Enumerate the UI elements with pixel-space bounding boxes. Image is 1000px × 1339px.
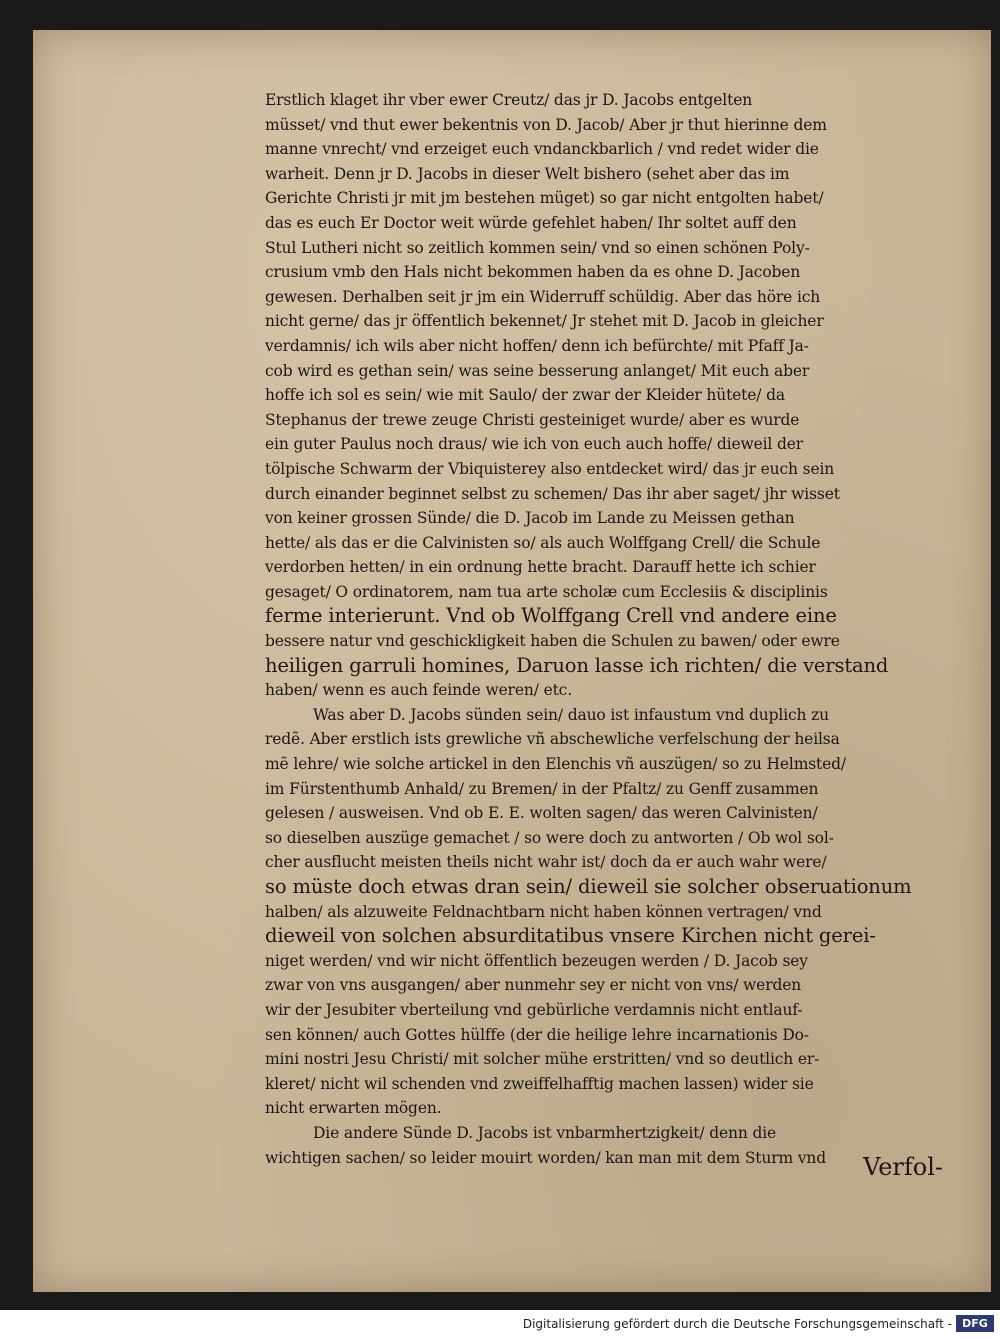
paragraph-start-line: Was aber D. Jacobs sünden sein/ dauo ist infaustum vnd duplich zu (313, 705, 830, 724)
text-line: redẽ. Aber erstlich ists grewliche vñ abschewliche verfelschung der heilsa (265, 730, 840, 749)
text-line: cher ausflucht meisten theils nicht wahr ist/ doch da er auch wahr were/ (265, 853, 827, 872)
text-line: nicht erwarten mögen. (265, 1099, 442, 1118)
text-line: tölpische Schwarm der Vbiquisterey also entdecket wird/ das jr euch sein (265, 459, 835, 478)
paragraph-start-line: Die andere Sünde D. Jacobs ist vnbarmhertzigkeit/ denn die (313, 1123, 777, 1142)
text-line: von keiner grossen Sünde/ die D. Jacob im Lande zu Meissen gethan (265, 509, 795, 528)
text-line: gewesen. Derhalben seit jr jm ein Widerruff schüldig. Aber das höre ich (265, 287, 821, 306)
text-line: haben/ wenn es auch feinde weren/ etc. (265, 681, 572, 700)
text-line: das es euch Er Doctor weit würde gefehlet haben/ Ihr soltet auff den (265, 213, 797, 232)
text-line: im Fürstenthumb Anhald/ zu Bremen/ in der Pfaltz/ zu Genff zusammen (265, 779, 819, 798)
text-line: Erstlich klaget ihr vber ewer Creutz/ das jr D. Jacobs entgelten (265, 91, 753, 109)
text-line: Stephanus der trewe zeuge Christi gesteiniget wurde/ aber es wurde (265, 410, 800, 429)
footer-bar (0, 1310, 1000, 1339)
text-line: so müste doch etwas dran sein/ dieweil sie solcher obseruationum (265, 875, 912, 898)
text-line: manne vnrecht/ vnd erzeiget euch vndanckbarlich / vnd redet wider die (265, 140, 819, 159)
text-line: verdorben hetten/ in ein ordnung hette bracht. Darauff hette ich schier (265, 558, 816, 577)
text-line: bessere natur vnd geschickligkeit haben die Schulen zu bawen/ oder ewre (265, 632, 840, 651)
page-text (265, 88, 965, 1170)
text-line: wichtigen sachen/ so leider mouirt worden/ kan man mit dem Sturm vnd (265, 1148, 826, 1167)
text-line: mẽ lehre/ wie solche artickel in den Elenchis vñ auszügen/ so zu Helmsted/ (265, 755, 846, 774)
text-line: mini nostri Jesu Christi/ mit solcher mühe erstritten/ vnd so deutlich er- (265, 1050, 820, 1069)
text-line: heiligen garruli homines, Daruon lasse ich richten/ die verstand (265, 653, 889, 677)
text-line: warheit. Denn jr D. Jacobs in dieser Welt bishero (sehet aber das im (265, 164, 790, 183)
text-line: gelesen / ausweisen. Vnd ob E. E. wolten sagen/ das weren Calvinisten/ (265, 804, 818, 823)
text-line: müsset/ vnd thut ewer bekentnis von D. Jacob/ Aber jr thut hierinne dem (265, 115, 827, 134)
text-line: durch einander beginnet selbst zu schemen/ Das ihr aber saget/ jhr wisset (265, 484, 840, 503)
text-line: hoffe ich sol es sein/ wie mit Saulo/ der zwar der Kleider hütete/ da (265, 386, 785, 405)
text-line: Stul Lutheri nicht so zeitlich kommen sein/ vnd so einen schönen Poly- (265, 238, 810, 257)
text-line: sen können/ auch Gottes hülffe (der die heilige lehre incarnationis Do- (265, 1025, 809, 1044)
text-line: so dieselben auszüge gemachet / so were doch zu antworten / Ob wol sol- (265, 828, 834, 847)
text-line: cob wird es gethan sein/ was seine besserung anlanget/ Mit euch aber (265, 361, 810, 380)
text-line: ferme interierunt. Vnd ob Wolffgang Crell vnd andere eine (265, 604, 837, 628)
catchword: Verfol- (863, 1153, 943, 1181)
text-line: kleret/ nicht wil schenden vnd zweiffelhafftig machen lassen) wider sie (265, 1074, 814, 1093)
text-line: dieweil von solchen absurditatibus vnsere Kirchen nicht gerei- (265, 924, 876, 948)
text-line: verdamnis/ ich wils aber nicht hoffen/ denn ich befürchte/ mit Pfaff Ja- (265, 336, 809, 355)
text-line: niget werden/ vnd wir nicht öffentlich bezeugen werden / D. Jacob sey (265, 951, 808, 970)
text-line: ein guter Paulus noch draus/ wie ich von euch auch hoffe/ dieweil der (265, 435, 804, 454)
dfg-logo: DFG (956, 1315, 994, 1332)
funding-credit: Digitalisierung gefördert durch die Deutsche Forschungsgemeinschaft - (522, 1317, 952, 1331)
text-line: nicht gerne/ das jr öffentlich bekennet/ Jr stehet mit D. Jacob in gleicher (265, 312, 824, 331)
text-line: zwar von vns ausgangen/ aber nunmehr sey er nicht von vns/ werden (265, 976, 802, 995)
text-line: wir der Jesubiter vberteilung vnd gebürliche verdamnis nicht entlauf- (265, 1000, 803, 1019)
book-page (33, 30, 991, 1292)
text-line: hette/ als das er die Calvinisten so/ als auch Wolffgang Crell/ die Schule (265, 533, 821, 552)
text-line: crusium vmb den Hals nicht bekommen haben da es ohne D. Jacoben (265, 263, 801, 282)
text-line: Gerichte Christi jr mit jm bestehen müget) so gar nicht entgolten habet/ (265, 189, 824, 208)
text-line: gesaget/ O ordinatorem, nam tua arte scholæ cum Ecclesiis & disciplinis (265, 582, 828, 601)
text-line: halben/ als alzuweite Feldnachtbarn nicht haben können vertragen/ vnd (265, 902, 822, 921)
